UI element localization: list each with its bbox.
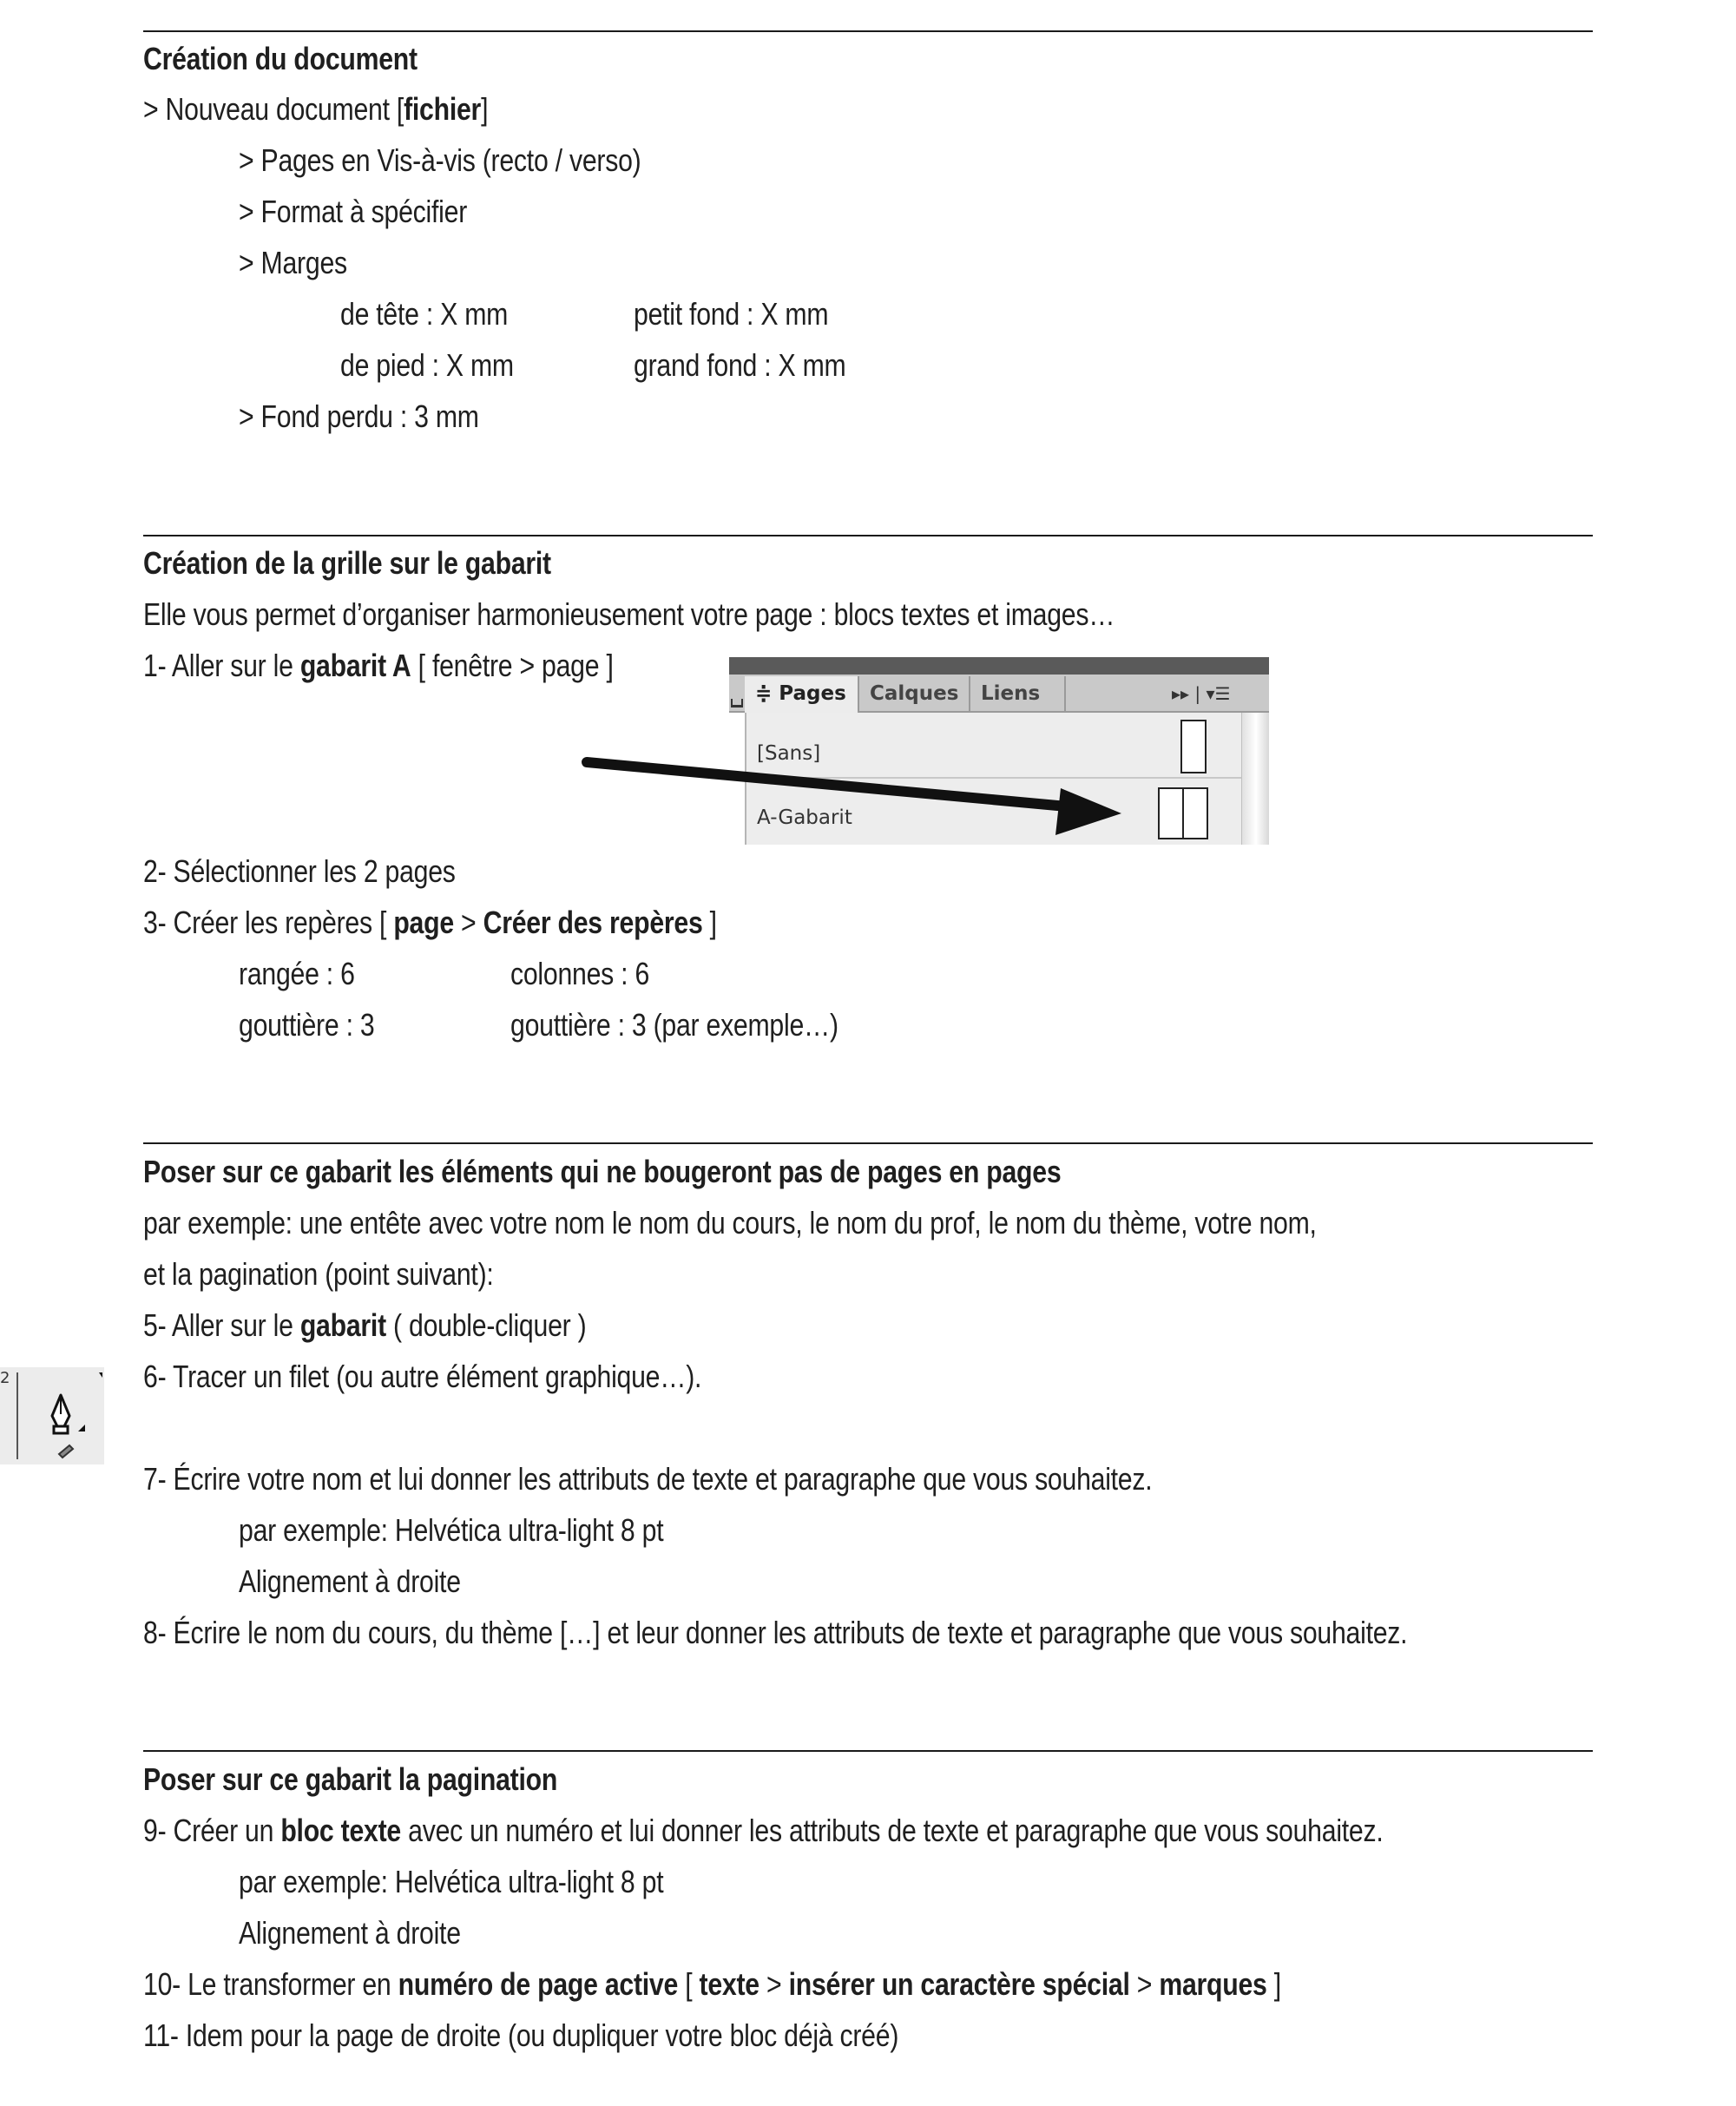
panel-menu-icon[interactable]: ▸▸ | ▾☰ — [1172, 683, 1231, 704]
margin-top: de tête : X mm — [340, 296, 509, 332]
grid-intro: Elle vous permet d’organiser harmonieusement votre page : blocs textes et images… — [143, 596, 1115, 632]
step-3: 3- Créer les repères [ page > Créer des repères ] — [143, 905, 717, 940]
step-11: 11- Idem pour la page de droite (ou dupliquer votre bloc déjà créé) — [143, 2017, 899, 2053]
pen-tool-icon[interactable] — [0, 1367, 104, 1464]
tab-calques[interactable]: Calques — [859, 676, 970, 711]
column-gutter-value: gouttière : 3 (par exemple…) — [510, 1007, 838, 1043]
step-6: 6- Tracer un filet (ou autre élément graphique…). — [143, 1359, 702, 1394]
rows-value: rangée : 6 — [239, 956, 355, 991]
tab-liens[interactable]: Liens — [970, 676, 1066, 711]
fixed-elements-example: par exemple: une entête avec votre nom le nom du cours, le nom du prof, le nom du thème, votre nom, — [143, 1205, 1317, 1241]
svg-text:2: 2 — [0, 1369, 10, 1387]
step-9-alignment: Alignement à droite — [239, 1915, 461, 1951]
row-none-master[interactable]: [Sans] — [757, 742, 821, 765]
step-9-font-example: par exemple: Helvética ultra-light 8 pt — [239, 1864, 664, 1899]
step-5: 5- Aller sur le gabarit ( double-cliquer ) — [143, 1307, 587, 1343]
format-line: > Format à spécifier — [239, 194, 468, 229]
tab-pages[interactable]: ≑ Pages — [745, 676, 859, 713]
pen-icon — [0, 1367, 104, 1464]
step-7: 7- Écrire votre nom et lui donner les attributs de texte et paragraphe que vous souhaitez. — [143, 1461, 1153, 1497]
margins-line: > Marges — [239, 245, 347, 280]
margin-inside: petit fond : X mm — [634, 296, 829, 332]
step-7-alignment: Alignement à droite — [239, 1563, 461, 1599]
row-a-master[interactable]: A-Gabarit — [757, 806, 852, 829]
section-title-document: Création du document — [143, 41, 418, 76]
columns-value: colonnes : 6 — [510, 956, 650, 991]
section-title-grid: Création de la grille sur le gabarit — [143, 545, 551, 581]
fixed-elements-example-cont: et la pagination (point suivant): — [143, 1256, 494, 1292]
step-1: 1- Aller sur le gabarit A [ fenêtre > page ] — [143, 648, 614, 683]
section-divider-3 — [143, 1142, 1593, 1144]
section-divider-4 — [143, 1750, 1593, 1752]
margin-outside: grand fond : X mm — [634, 347, 846, 383]
step-10: 10- Le transformer en numéro de page active [ texte > insérer un caractère spécial > marques ] — [143, 1966, 1281, 2002]
section-title-fixed-elements: Poser sur ce gabarit les éléments qui ne bougeront pas de pages en pages — [143, 1154, 1062, 1189]
step-8: 8- Écrire le nom du cours, du thème […] et leur donner les attributs de texte et paragraphe que vous souhaitez. — [143, 1615, 1408, 1650]
step-7-font-example: par exemple: Helvética ultra-light 8 pt — [239, 1512, 664, 1548]
step-9: 9- Créer un bloc texte avec un numéro et lui donner les attributs de texte et paragraphe que vous souhaitez. — [143, 1813, 1384, 1848]
step-2: 2- Sélectionner les 2 pages — [143, 853, 456, 889]
new-document-line: > Nouveau document [fichier] — [143, 91, 489, 127]
margin-bottom: de pied : X mm — [340, 347, 514, 383]
bleed-line: > Fond perdu : 3 mm — [239, 398, 479, 434]
section-title-pagination: Poser sur ce gabarit la pagination — [143, 1761, 558, 1797]
facing-pages-line: > Pages en Vis-à-vis (recto / verso) — [239, 142, 641, 178]
row-gutter-value: gouttière : 3 — [239, 1007, 375, 1043]
